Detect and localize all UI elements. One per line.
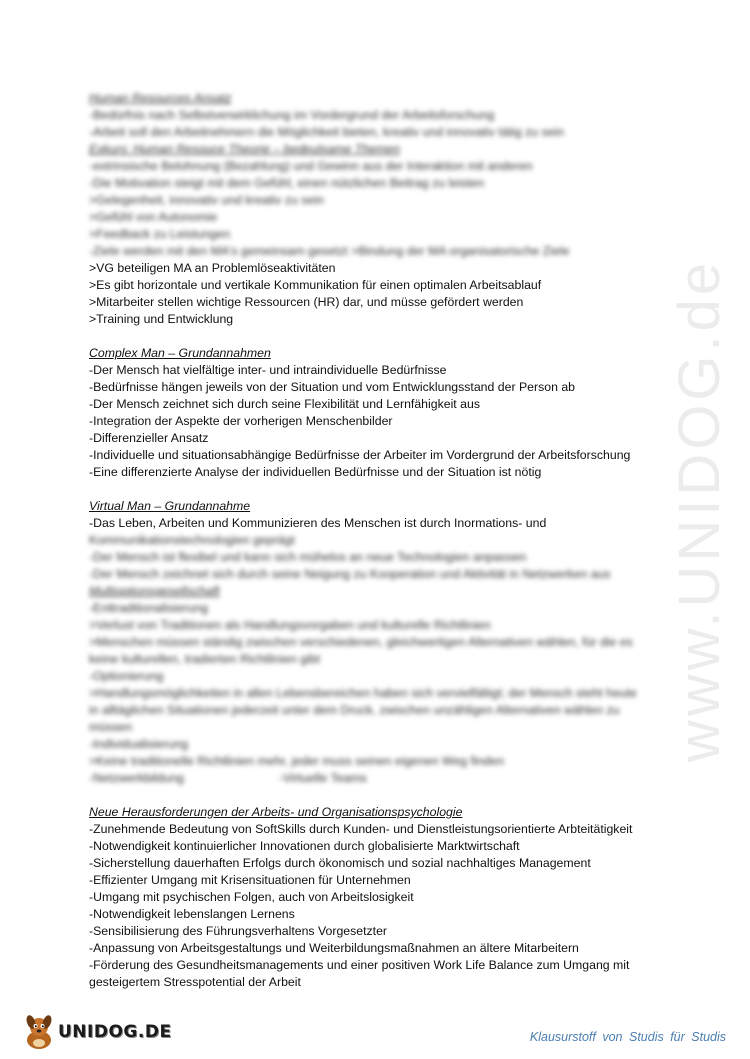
line-text: -Der Mensch ist flexibel und kann sich mühelos an neue Technologien anpassen (89, 550, 527, 564)
line-text: >Es gibt horizontale und vertikale Kommunikation für einen optimalen Arbeitsablauf (89, 278, 542, 292)
text-line (89, 957, 669, 974)
text-line (89, 974, 669, 991)
text-line (89, 515, 669, 532)
text-line (89, 736, 669, 753)
text-line (89, 838, 669, 855)
line-text: -Integration der Aspekte der vorherigen Menschenbilder (89, 414, 393, 428)
line-text: -Effizienter Umgang mit Krisensituationen für Unternehmen (89, 873, 411, 887)
text-line (89, 124, 669, 141)
section-heading (89, 804, 669, 821)
line-text: keine kulturellen, tradierten Richtlinien gibt (89, 652, 321, 666)
line-text: gesteigertem Stresspotential der Arbeit (89, 975, 301, 989)
text-line (89, 209, 669, 226)
line-text: -Notwendigkeit kontinuierlicher Innovationen durch globalisierte Marktwirtschaft (89, 839, 520, 853)
text-line (89, 311, 669, 328)
text-line (89, 226, 669, 243)
section-heading (89, 498, 669, 515)
line-text: -Optionierung (89, 669, 164, 683)
line-text: >Gefühl von Autonomie (89, 210, 218, 224)
text-line (89, 379, 669, 396)
line-text: -Anpassung von Arbeitsgestaltungs und Weiterbildungsmaßnahmen an ältere Mitarbeitern (89, 941, 579, 955)
footer-logo[interactable] (22, 1012, 182, 1052)
text-line (89, 770, 669, 787)
line-text: -Das Leben, Arbeiten und Kommunizieren des Menschen ist durch Inormations- und (89, 516, 547, 530)
text-line (89, 719, 669, 736)
line-text: Virtual Man – Grundannahme (89, 499, 251, 513)
text-line (89, 906, 669, 923)
text-line (89, 702, 669, 719)
text-line (89, 940, 669, 957)
section-heading (89, 583, 669, 600)
line-text: -Zunehmende Bedeutung von SoftSkills durch Kunden- und Dienstleistungsorientierte Arbteitätigkeit (89, 822, 633, 836)
document-body (89, 90, 669, 991)
line-text: Exkurs: Human Resouce Theorie – bedeutsame Themen (89, 142, 400, 156)
text-line (89, 617, 669, 634)
text-line (89, 821, 669, 838)
footer-slogan: Klausurstoff von Studis für Studis (529, 1030, 726, 1044)
text-line (89, 634, 669, 651)
line-text: -Bedürfnisse hängen jeweils von der Situation und vom Entwicklungsstand der Person ab (89, 380, 576, 394)
text-line (89, 651, 669, 668)
blank-line (89, 787, 669, 804)
line-text: -Individualisierung (89, 737, 189, 751)
line-text: >Handlungsmöglichkeiten in allen Lebensbereichen haben sich vervielfältigt; der Mensch steht heute (89, 686, 637, 700)
line-text: -Förderung des Gesundheitsmanagements und einer positiven Work Life Balance zum Umgang mit (89, 958, 630, 972)
line-text: -Ziele werden mit den MA's gemeinsam gesetzt >Bindung der MA organisatorische Ziele (89, 244, 570, 258)
text-line (89, 889, 669, 906)
text-line (89, 294, 669, 311)
line-text: -Differenzieller Ansatz (89, 431, 209, 445)
line-text: >VG beteiligen MA an Problemlöseaktivitäten (89, 261, 336, 275)
text-line (89, 549, 669, 566)
text-line (89, 158, 669, 175)
line-text: >Gelegenheit, innovativ und kreativ zu sein (89, 193, 324, 207)
line-text: müssen (89, 720, 133, 734)
text-line (89, 855, 669, 872)
line-text: -Die Motivation steigt mit dem Gefühl, einen nützlichen Beitrag zu leisten (89, 176, 485, 190)
line-text: -Eine differenzierte Analyse der individuellen Bedürfnisse und der Situation ist nötig (89, 465, 542, 479)
line-text: >Feedback zu Leistungen (89, 227, 231, 241)
text-line (89, 600, 669, 617)
line-text: -Der Mensch zeichnet sich durch seine Flexibilität und Lernfähigkeit aus (89, 397, 480, 411)
dog-mascot-icon (22, 1013, 56, 1051)
line-text: -Sicherstellung dauerhaften Erfolgs durch ökonomisch und sozial nachhaltiges Management (89, 856, 591, 870)
line-text: -Enttraditionalisierung (89, 601, 208, 615)
text-line (89, 243, 669, 260)
text-line (89, 532, 669, 549)
section-heading (89, 345, 669, 362)
line-text: >Mitarbeiter stellen wichtige Ressourcen (HR) dar, und müsse gefördert werden (89, 295, 524, 309)
line-text: Complex Man – Grundannahmen (89, 346, 271, 360)
line-text: Neue Herausforderungen der Arbeits- und Organisationspsychologie (89, 805, 463, 819)
line-text: Human Resources Ansatz (89, 91, 232, 105)
line-text: >Verlust von Traditionen als Handlungsvorgaben und kulturelle Richtlinien (89, 618, 491, 632)
line-text: >Training und Entwicklung (89, 312, 234, 326)
line-text: -Notwendigkeit lebenslangen Lernens (89, 907, 295, 921)
line-text: -Umgang mit psychischen Folgen, auch von Arbeitslosigkeit (89, 890, 414, 904)
section-heading (89, 141, 669, 158)
blank-line (89, 328, 669, 345)
line-text: -Der Mensch zeichnet sich durch seine Neigung zu Kooperation und Aktivität in Netzwerken aus (89, 567, 611, 581)
text-line (89, 872, 669, 889)
text-line (89, 464, 669, 481)
text-line (89, 668, 669, 685)
text-line (89, 447, 669, 464)
line-text: -Arbeit soll den Arbeitnehmern die Möglichkeit bieten, kreativ und innovativ tätig zu sein (89, 125, 565, 139)
text-line (89, 923, 669, 940)
line-text: -Bedürfnis nach Selbstverwirklichung im Vordergrund der Arbeitsforschung (89, 108, 495, 122)
text-line (89, 430, 669, 447)
line-text: Kommunikationstechnologien geprägt (89, 533, 295, 547)
watermark-text: www.UNIDOG.de (667, 258, 733, 762)
blank-line (89, 481, 669, 498)
line-text: -Sensibilisierung des Führungsverhaltens Vorgesetzter (89, 924, 388, 938)
text-line (89, 107, 669, 124)
text-line (89, 175, 669, 192)
line-text: Multioptionsgesellschaft (89, 584, 220, 598)
line-text: in alltäglichen Situationen jederzeit unter dem Druck, zwischen unzähligen Alternativen wählen zu (89, 703, 620, 717)
text-line (89, 753, 669, 770)
logo-text: UNIDOG.DE (58, 1022, 172, 1042)
text-line (89, 277, 669, 294)
line-text: -Individuelle und situationsabhängige Bedürfnisse der Arbeiter im Vordergrund der Arbeitsforschung (89, 448, 631, 462)
text-line (89, 362, 669, 379)
text-line (89, 396, 669, 413)
line-text: >Menschen müssen ständig zwischen verschiedenen, gleichwertigen Alternativen wählen, für die es (89, 635, 633, 649)
section-heading (89, 90, 669, 107)
line-text: -Netzwerkbildung (89, 771, 185, 785)
text-line (89, 413, 669, 430)
text-line (89, 566, 669, 583)
line-text: >Keine traditionelle Richtlinien mehr, jeder muss seinen eigenen Weg finden (89, 754, 505, 768)
text-line (89, 260, 669, 277)
line-tail-text: -Virtuelle Teams (279, 771, 367, 785)
text-line (89, 685, 669, 702)
line-text: -extrinsische Belohnung (Bezahlung) und Gewinn aus der Interaktion mit anderen (89, 159, 533, 173)
line-text: -Der Mensch hat vielfältige inter- und intraindividuelle Bedürfnisse (89, 363, 447, 377)
text-line (89, 192, 669, 209)
